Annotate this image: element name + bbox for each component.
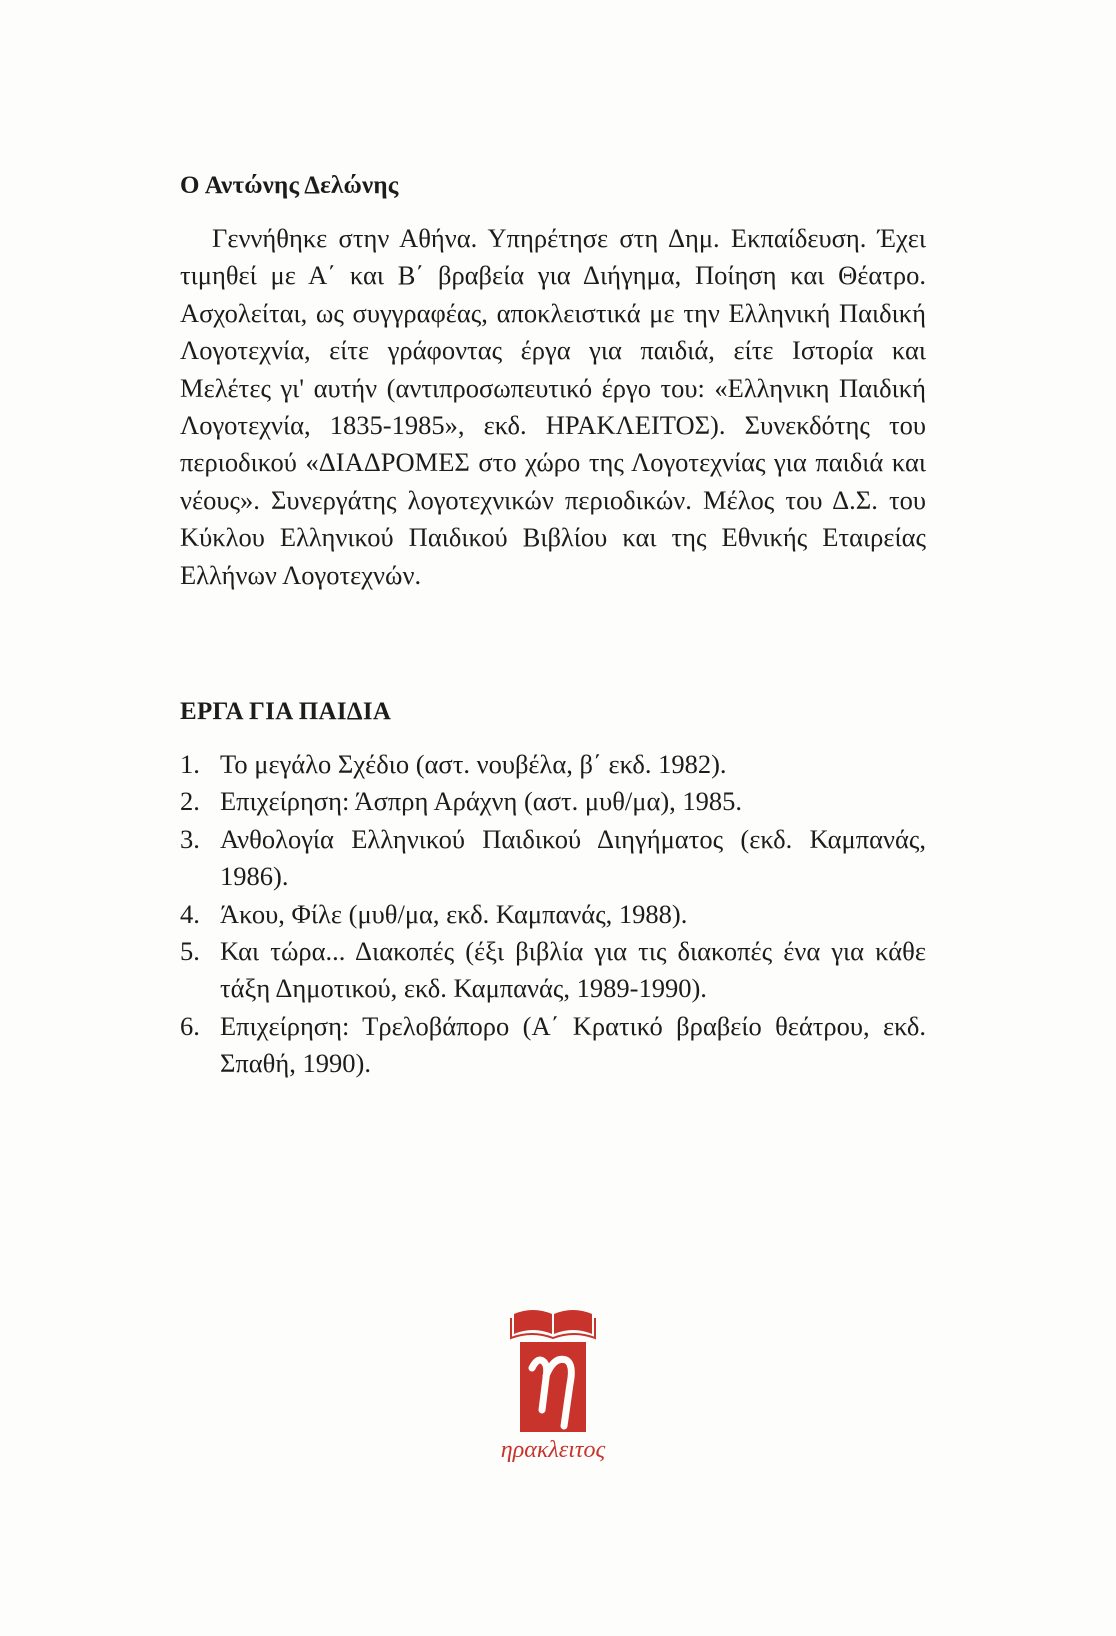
list-item (180, 896, 926, 933)
list-item-text: Ανθολογία Ελληνικού Παιδικού Διηγήματος (εκδ. Καμπανάς, 1986). (220, 823, 926, 892)
list-item-number: 2. (180, 786, 200, 817)
list-item (180, 821, 926, 896)
author-biography: Γεννήθηκε στην Αθήνα. Υπηρέτησε στη Δημ. Εκπαίδευση. Έχει τιμηθεί με Α΄ και Β΄ βραβεία για Διήγημα, Ποίηση και Θέατρο. Ασχολείται, ως συγγραφέας, αποκλειστικά με την Ελληνική Παιδική Λογοτεχνία, είτε γράφοντας έργα για παιδιά, είτε Ιστορία και Μελέτες γι' αυτήν (αντιπροσωπευτικό έργο του: «Ελληνικη Παιδική Λογοτεχνία, 1835-1985», εκδ. ΗΡΑΚΛΕΙΤΟΣ). Συνεκδότης του περιοδικού «ΔΙΑΔΡΟΜΕΣ στο χώρο της Λογοτεχνίας για παιδιά και νέους». Συνεργάτης λογοτεχνικών περιοδικών. Μέλος του Δ.Σ. του Κύκλου Ελληνικού Παιδικού Βιβλίου και της Εθνικής Εταιρείας Ελλήνων Λογοτεχνών. (180, 223, 926, 590)
publisher-logo-caption: ηρακλειτος (500, 1437, 606, 1463)
list-item-text: Και τώρα... Διακοπές (έξι βιβλία για τις διακοπές ένα για κάθε τάξη Δημοτικού, εκδ. Καμπανάς, 1989-1990). (220, 936, 926, 1004)
list-item-number: 3. (180, 823, 200, 854)
list-item (180, 933, 926, 1008)
list-item-number: 4. (180, 898, 200, 929)
works-heading: ΕΡΓΑ ΓΙΑ ΠΑΙΔΙΑ (180, 698, 392, 725)
list-item (180, 1008, 926, 1083)
list-item-text: Το μεγάλο Σχέδιο (αστ. νουβέλα, β΄ εκδ. 1982). (220, 749, 727, 779)
list-item-text: Επιχείρηση: Τρελοβάπορο (Α΄ Κρατικό βραβείο θεάτρου, εκδ. Σπαθή, 1990). (220, 1010, 926, 1079)
list-item-number: 6. (180, 1010, 200, 1041)
works-list (180, 746, 926, 1083)
list-item-text: Άκου, Φίλε (μυθ/μα, εκδ. Καμπανάς, 1988). (220, 898, 688, 929)
list-item-number: 1. (180, 749, 200, 779)
author-heading: Ο Αντώνης Δελώνης (180, 172, 399, 199)
list-item (180, 783, 926, 820)
list-item-number: 5. (180, 936, 200, 967)
book-eta-logo-icon (508, 1304, 598, 1434)
list-item-text: Επιχείρηση: Άσπρη Αράχνη (αστ. μυθ/μα), 1985. (220, 786, 743, 817)
list-item (180, 746, 926, 783)
